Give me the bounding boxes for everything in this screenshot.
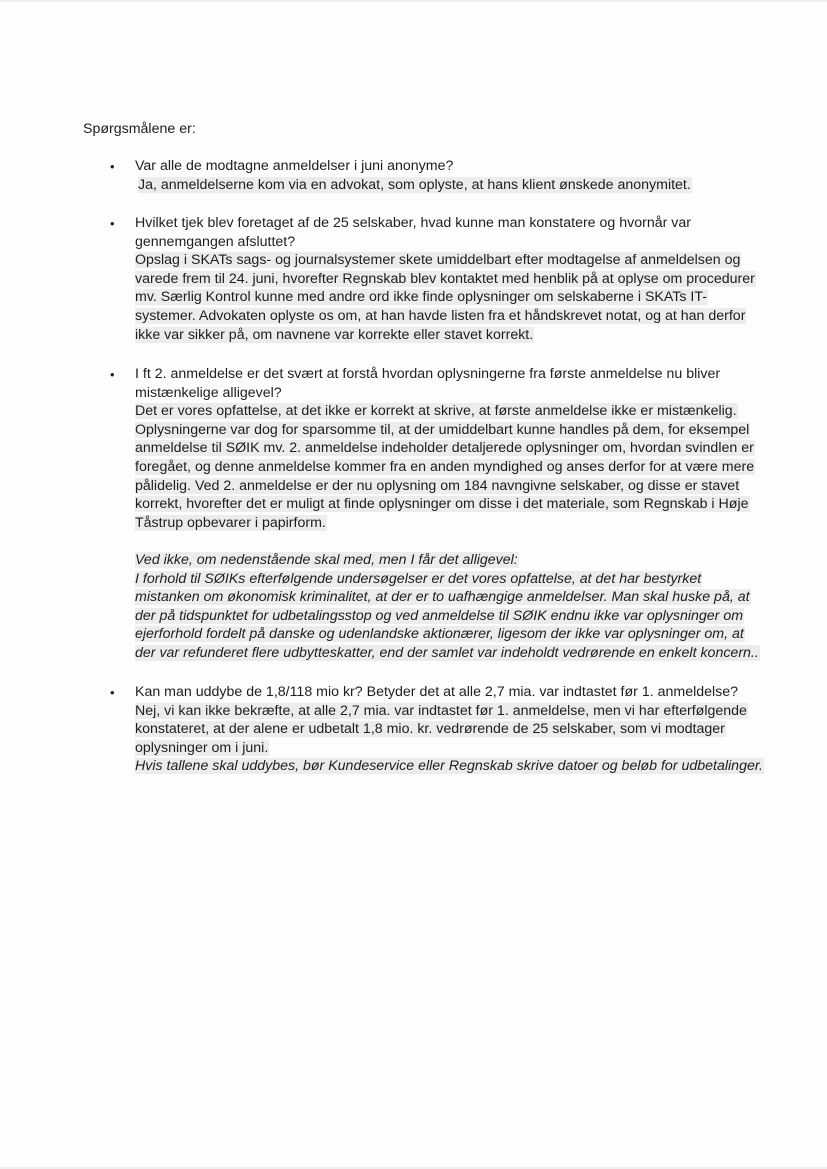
note-line: ejerforhold fordelt på danske og udenlandske aktionærer, ligesom der ikke var oplysninger om, at <box>135 626 744 643</box>
question-line: Kan man uddybe de 1,8/118 mio kr? Betyder det at alle 2,7 mia. var indtastet før 1. anmeldelse? <box>135 684 739 700</box>
answer-line: Oplysningerne var dog for sparsomme til, at der umiddelbart kunne handles på dem, for eksempel <box>135 421 750 438</box>
bullet-icon: • <box>110 159 115 174</box>
question-item-1 <box>110 157 775 194</box>
note-line: mistanken om økonomisk kriminalitet, at der er to uafhængige anmeldelser. Man skal huske på, at <box>135 589 750 606</box>
question-line: Hvilket tjek blev foretaget af de 25 selskaber, hvad kunne man konstatere og hvornår var <box>135 215 691 231</box>
answer-line: anmeldelse til SØIK mv. 2. anmeldelse indeholder detaljerede oplysninger om, hvordan svindlen er <box>135 440 754 457</box>
answer-line: konstateret, at der alene er udbetalt 1,8 mio. kr. vedrørende de 25 selskaber, som vi modtager <box>135 721 725 738</box>
note-line: Hvis tallene skal uddybes, bør Kundeservice eller Regnskab skrive datoer og beløb for udbetalinger. <box>135 758 763 775</box>
answer-line: Det er vores opfattelse, at det ikke er korrekt at skrive, at første anmeldelse ikke er mistænkelig. <box>135 403 737 420</box>
question-line: mistænkelige alligevel? <box>135 384 282 401</box>
note-line: der på tidspunktet for udbetalingsstop og ved anmeldelse til SØIK endnu ikke var oplysninger om <box>135 607 744 624</box>
answer-line: oplysninger om i juni. <box>135 739 269 756</box>
question-line: gennemgangen afsluttet? <box>135 233 296 250</box>
note-line: Ved ikke, om nedenstående skal med, men I får det alligevel: <box>135 552 518 568</box>
question-item-3 <box>110 365 775 532</box>
answer-line: systemer. Advokaten oplyste os om, at han havde listen fra et håndskrevet notat, og at han derfor <box>135 307 746 324</box>
scan-edge-top <box>0 0 827 2</box>
bullet-icon: • <box>110 685 115 700</box>
answer-line: mv. Særlig Kontrol kunne med andre ord ikke finde oplysninger om selskaberne i SKATs IT- <box>135 289 707 306</box>
answer-line: varede frem til 24. juni, hvorefter Regnskab blev kontaktet med henblik på at oplyse om procedurer <box>135 270 755 287</box>
answer-line: Ja, anmeldelserne kom via en advokat, som oplyste, at hans klient ønskede anonymitet. <box>138 176 691 193</box>
question-line: Var alle de modtagne anmeldelser i juni anonyme? <box>135 158 454 174</box>
answer-line: Opslag i SKATs sags- og journalsystemer skete umiddelbart efter modtagelse af anmeldelsen og <box>135 252 741 269</box>
question-line: I ft 2. anmeldelse er det svært at forstå hvordan oplysningerne fra første anmeldelse nu bliver <box>135 366 721 382</box>
answer-line: pålidelig. Ved 2. anmeldelse er der nu oplysning om 184 navngivne selskaber, og disse er stavet <box>135 477 740 494</box>
question-item-2 <box>110 214 775 344</box>
answer-line: ikke var sikker på, om navnene var korrekte eller stavet korrekt. <box>135 326 534 343</box>
bullet-icon: • <box>110 367 115 382</box>
note-line: der var refunderet flere udbytteskatter, end der samlet var indeholdt vedrørende en enkelt koncern.. <box>135 644 759 661</box>
answer-line: Tåstrup opbevarer i papirform. <box>135 514 326 531</box>
note-line: I forhold til SØIKs efterfølgende undersøgelser er det vores opfattelse, at det har bestyrket <box>135 570 702 587</box>
answer-line: korrekt, hvorefter det er muligt at finde oplysninger om disse i det materiale, som Regnskab i Høje <box>135 496 749 513</box>
answer-line: Nej, vi kan ikke bekræfte, at alle 2,7 mia. var indtastet før 1. anmeldelse, men vi har efterfølgende <box>135 702 747 719</box>
question-item-4 <box>110 683 775 776</box>
intro-heading: Spørgsmålene er: <box>83 121 196 137</box>
note-block-item-3 <box>135 551 775 663</box>
bullet-icon: • <box>110 216 115 231</box>
answer-line: foregået, og denne anmeldelse kommer fra en anden myndighed og anses derfor for at være mere <box>135 458 755 475</box>
